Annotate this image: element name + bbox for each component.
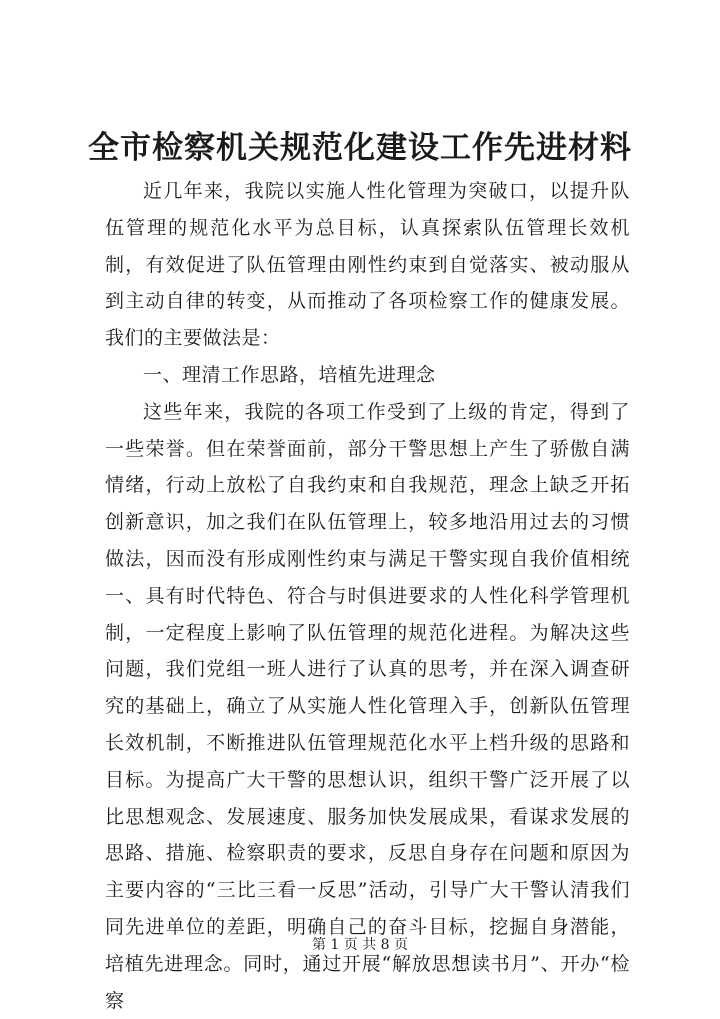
document-title: 全市检察机关规范化建设工作先进材料	[88, 130, 632, 166]
section-heading: 一、理清工作思路，培植先进理念	[143, 363, 436, 386]
document-body	[105, 173, 630, 1019]
intro-paragraph: 近几年来，我院以实施人性化管理为突破口，以提升队伍管理的规范化水平为总目标，认真探索队伍管理长效机制，有效促进了队伍管理由刚性约束到自觉落实、被动服从到主动自律的转变，从而推动了各项检察工作的健康发展。我们的主要做法是：	[105, 180, 630, 350]
body-paragraph: 这些年来，我院的各项工作受到了上级的肯定，得到了一些荣誉。但在荣誉面前，部分干警思想上产生了骄傲自满情绪，行动上放松了自我约束和自我规范，理念上缺乏开拓创新意识，加之我们在队伍管理上，较多地沿用过去的习惯做法，因而没有形成刚性约束与满足干警实现自我价值相统一、具有时代特色、符合与时俱进要求的人性化科学管理机制，一定程度上影响了队伍管理的规范化进程。为解决这些问题，我们党组一班人进行了认真的思考，并在深入调查研究的基础上，确立了从实施人性化管理入手，创新队伍管理长效机制，不断推进队伍管理规范化水平上档升级的思路和目标。为提高广大干警的思想认识，组织干警广泛开展了以比思想观念、发展速度、服务加快发展成果，看谋求发展的思路、措施、检察职责的要求，反思自身存在问题和原因为主要内容的“三比三看一反思”活动，引导广大干警认清我们同先进单位的差距，明确自己的奋斗目标，挖掘自身潜能，培植先进理念。同时，通过开展“解放思想读书月”、开办“检察	[105, 400, 630, 1012]
page-number-footer: 第 1 页 共 8 页	[311, 937, 409, 953]
